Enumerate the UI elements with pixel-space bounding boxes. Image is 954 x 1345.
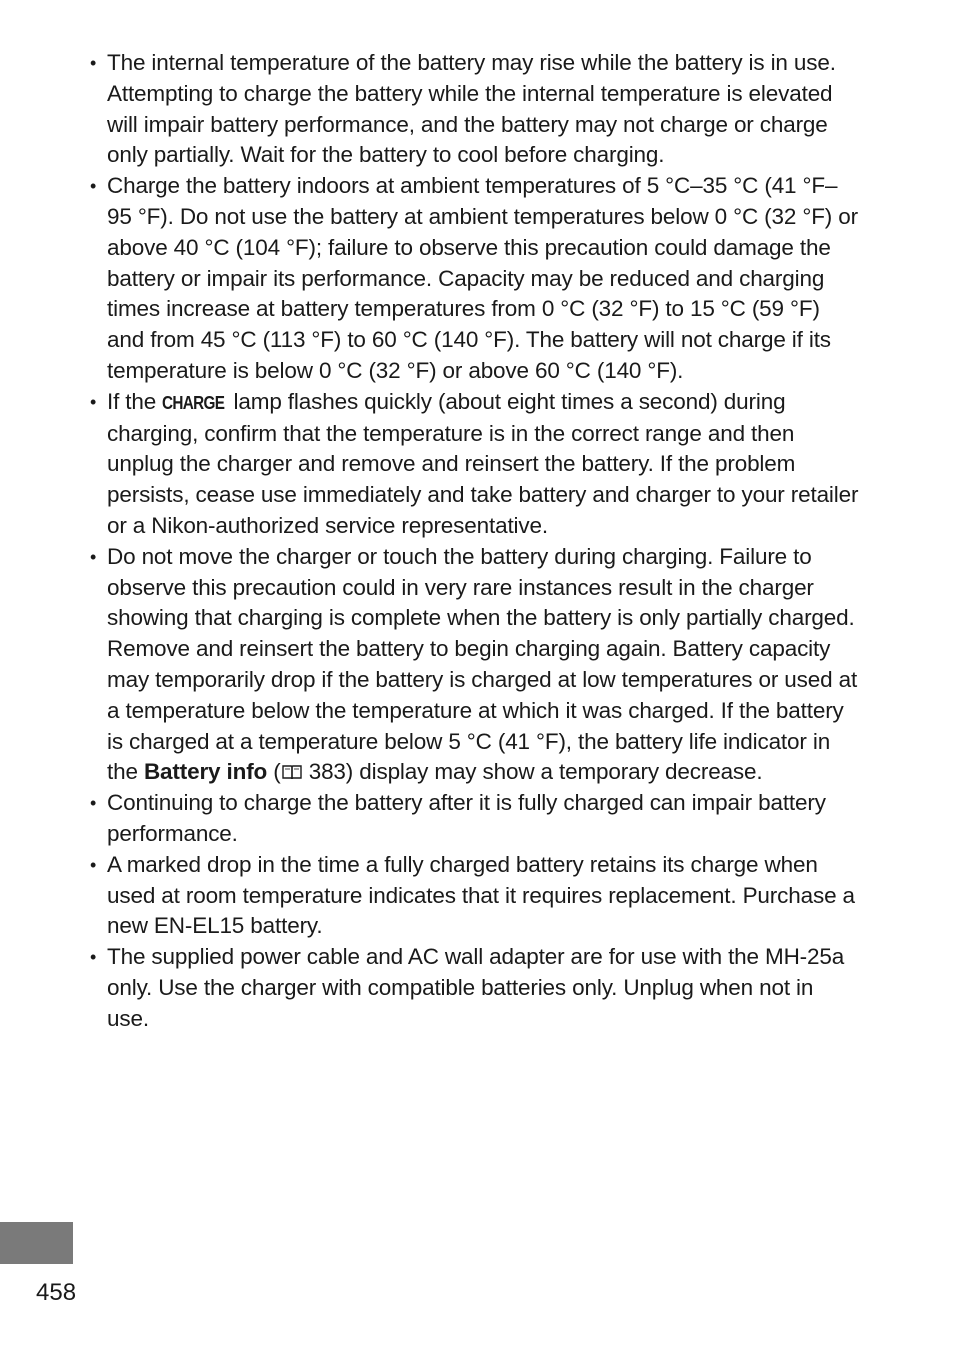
item-text: The internal temperature of the battery may rise while the battery is in use. Attempting to charge the battery while the internal temperature is elevated will impair battery performance, and the battery may not charge or charge only partially. Wait for the battery to cool before charging.	[107, 50, 836, 168]
item-text: Continuing to charge the battery after it is fully charged can impair battery performance.	[107, 790, 826, 846]
precautions-list	[90, 48, 860, 1035]
list-item	[90, 942, 860, 1034]
list-item	[90, 171, 860, 387]
item-text-after: lamp flashes quickly (about eight times a second) during charging, confirm that the temperature is in the correct range and then unplug the charger and remove and reinsert the battery. If the problem persists, cease use immediately and take battery and charger to your retailer or a Nikon-authorized service representative.	[107, 388, 859, 538]
bullet-mark: •	[90, 391, 97, 412]
paren-open: (	[267, 759, 281, 785]
page-reference: 383)	[302, 759, 354, 785]
list-item	[90, 788, 860, 850]
item-text: Charge the battery indoors at ambient temperatures of 5 °C–35 °C (41 °F–95 °F). Do not use the battery at ambient temperatures below 0 °C (32 °F) or above 40 °C (104 °F); failure to observe this precaution could damage the battery or impair its performance. Capacity may be reduced and charging times increase at battery temperatures from 0 °C (32 °F) to 15 °C (59 °F) and from 45 °C (113 °F) to 60 °C (140 °F). The battery will not charge if its temperature is below 0 °C (32 °F) or above 60 °C (140 °F).	[107, 173, 858, 383]
bullet-mark: •	[90, 53, 97, 73]
bullet-mark: •	[90, 854, 97, 875]
bullet-mark: •	[90, 947, 97, 968]
charge-lamp-label: CHARGE	[162, 392, 225, 413]
bullet-mark: •	[90, 793, 97, 814]
item-text-before: Do not move the charger or touch the battery during charging. Failure to observe this precaution could in very rare instances result in the charger showing that charging is complete when the battery is only partially charged. Remove and reinsert the battery to begin charging again. Battery capacity may temporarily drop if the battery is charged at low temperatures or used at a temperature below the temperature at which it was charged. If the battery is charged at a temperature below 5 °C (41 °F), the battery life indicator in the	[107, 543, 858, 785]
list-item	[90, 850, 860, 942]
item-text: A marked drop in the time a fully charged battery retains its charge when used at room temperature indicates that it requires replacement. Purchase a new EN-EL15 battery.	[107, 851, 855, 939]
bullet-mark: •	[90, 176, 97, 197]
section-tab-marker	[0, 1222, 73, 1264]
item-text-before: If the	[107, 388, 163, 414]
list-item	[90, 542, 860, 788]
list-item	[90, 387, 860, 542]
item-text-after: display may show a temporary decrease.	[353, 759, 763, 785]
page-number: 458	[36, 1279, 77, 1306]
book-icon	[281, 759, 303, 777]
list-item	[90, 48, 860, 171]
bullet-mark: •	[90, 546, 97, 567]
item-text: The supplied power cable and AC wall adapter are for use with the MH-25a only. Use the charger with compatible batteries only. Unplug when not in use.	[107, 944, 845, 1031]
battery-info-term: Battery info	[143, 759, 268, 785]
